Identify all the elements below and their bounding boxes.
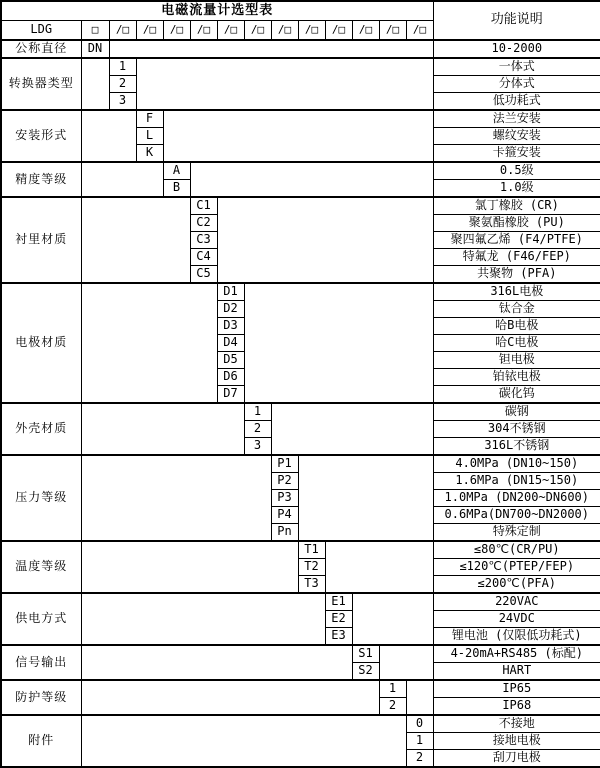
option-code: 2 [244, 421, 271, 438]
table-row [1, 197, 600, 215]
spacer-cell [163, 110, 433, 162]
option-description: 钽电极 [433, 352, 600, 369]
spacer-cell [81, 110, 136, 162]
category-label: 防护等级 [1, 680, 81, 715]
option-description: 4-20mA+RS485 (标配) [433, 645, 600, 663]
option-code: 2 [406, 750, 433, 768]
model-code-slot: /□ [217, 21, 244, 41]
option-code: P1 [271, 455, 298, 473]
option-code: F [136, 110, 163, 128]
category-label: 安装形式 [1, 110, 81, 162]
spacer-cell [81, 58, 109, 110]
category-label: 精度等级 [1, 162, 81, 197]
table-row [1, 715, 600, 733]
spacer-cell [244, 283, 433, 403]
spacer-cell [136, 58, 433, 110]
option-code: 1 [406, 733, 433, 750]
table-row [1, 283, 600, 301]
option-description: 钛合金 [433, 301, 600, 318]
option-code: 3 [244, 438, 271, 456]
option-code: 2 [109, 76, 136, 93]
option-description: 聚四氟乙烯 (F4/PTFE) [433, 232, 600, 249]
option-code: D5 [217, 352, 244, 369]
model-code-slot: /□ [379, 21, 406, 41]
option-description: 卡箍安装 [433, 145, 600, 163]
option-code: P3 [271, 490, 298, 507]
option-code: S2 [352, 663, 379, 681]
option-code: C5 [190, 266, 217, 284]
function-column-header: 功能说明 [433, 1, 600, 40]
option-description: 4.0MPa (DN10~150) [433, 455, 600, 473]
spacer-cell [298, 455, 433, 541]
option-code: 1 [109, 58, 136, 76]
option-code: K [136, 145, 163, 163]
table-row [1, 403, 600, 421]
option-description: 螺纹安装 [433, 128, 600, 145]
option-code: D3 [217, 318, 244, 335]
table-row [1, 593, 600, 611]
option-code: T3 [298, 576, 325, 594]
spacer-cell [81, 593, 325, 645]
option-code: D1 [217, 283, 244, 301]
category-label: 公称直径 [1, 40, 81, 58]
option-code: 0 [406, 715, 433, 733]
option-code: E2 [325, 611, 352, 628]
category-label: 衬里材质 [1, 197, 81, 283]
option-description: 特氟龙 (F46/FEP) [433, 249, 600, 266]
spacer-cell [109, 40, 433, 58]
option-description: 碳钢 [433, 403, 600, 421]
option-description: 哈B电极 [433, 318, 600, 335]
option-code: A [163, 162, 190, 180]
option-description: 法兰安装 [433, 110, 600, 128]
option-code: B [163, 180, 190, 198]
model-code-slot: /□ [163, 21, 190, 41]
option-description: 0.6MPa(DN700~DN2000) [433, 507, 600, 524]
option-code: C3 [190, 232, 217, 249]
table-title: 电磁流量计选型表 [1, 1, 433, 21]
table-row [1, 110, 600, 128]
model-prefix-label: LDG [1, 21, 81, 41]
spacer-cell [81, 645, 352, 680]
spacer-cell [81, 715, 406, 767]
model-code-slot: /□ [298, 21, 325, 41]
option-description: 碳化钨 [433, 386, 600, 404]
option-description: 哈C电极 [433, 335, 600, 352]
option-code: 3 [109, 93, 136, 111]
option-description: 低功耗式 [433, 93, 600, 111]
option-description: 1.0MPa (DN200~DN600) [433, 490, 600, 507]
spacer-cell [190, 162, 433, 197]
option-description: 1.6MPa (DN15~150) [433, 473, 600, 490]
table-row [1, 58, 600, 76]
option-description: 分体式 [433, 76, 600, 93]
category-label: 附件 [1, 715, 81, 767]
option-description: ≤120℃(PTEP/FEP) [433, 559, 600, 576]
option-code: E3 [325, 628, 352, 646]
table-row [1, 162, 600, 180]
table-row [1, 40, 600, 58]
option-code: Pn [271, 524, 298, 542]
spacer-cell [379, 645, 433, 680]
option-code: T2 [298, 559, 325, 576]
option-description: ≤200℃(PFA) [433, 576, 600, 594]
category-label: 转换器类型 [1, 58, 81, 110]
option-code: 2 [379, 698, 406, 716]
option-code: 1 [379, 680, 406, 698]
option-code: D4 [217, 335, 244, 352]
spacer-cell [81, 541, 298, 593]
model-code-slot: /□ [190, 21, 217, 41]
option-description: 1.0级 [433, 180, 600, 198]
option-description: 304不锈钢 [433, 421, 600, 438]
option-description: IP65 [433, 680, 600, 698]
option-code: E1 [325, 593, 352, 611]
spacer-cell [81, 455, 271, 541]
table-row [1, 541, 600, 559]
option-code: T1 [298, 541, 325, 559]
option-code: 1 [244, 403, 271, 421]
spacer-cell [81, 403, 244, 455]
option-code: C1 [190, 197, 217, 215]
option-description: 220VAC [433, 593, 600, 611]
option-code: D6 [217, 369, 244, 386]
option-description: 铂铱电极 [433, 369, 600, 386]
option-description: 接地电极 [433, 733, 600, 750]
category-label: 压力等级 [1, 455, 81, 541]
option-description: 一体式 [433, 58, 600, 76]
option-description: HART [433, 663, 600, 681]
option-description: 不接地 [433, 715, 600, 733]
table-row [1, 455, 600, 473]
option-description: 特殊定制 [433, 524, 600, 542]
option-code: L [136, 128, 163, 145]
spacer-cell [217, 197, 433, 283]
table-row [1, 1, 600, 21]
table-row [1, 645, 600, 663]
model-code-slot: /□ [325, 21, 352, 41]
option-code: C2 [190, 215, 217, 232]
option-description: 0.5级 [433, 162, 600, 180]
option-code: D2 [217, 301, 244, 318]
option-description: 24VDC [433, 611, 600, 628]
category-label: 电极材质 [1, 283, 81, 403]
model-code-slot: /□ [406, 21, 433, 41]
option-description: 316L不锈钢 [433, 438, 600, 456]
option-description: 氯丁橡胶 (CR) [433, 197, 600, 215]
spacer-cell [81, 283, 217, 403]
option-description: 10-2000 [433, 40, 600, 58]
model-code-slot: /□ [136, 21, 163, 41]
spacer-cell [81, 197, 190, 283]
table-row [1, 680, 600, 698]
option-code: S1 [352, 645, 379, 663]
spacer-cell [81, 162, 163, 197]
option-code: P4 [271, 507, 298, 524]
table-body [1, 1, 600, 767]
category-label: 信号输出 [1, 645, 81, 680]
model-code-slot: /□ [109, 21, 136, 41]
option-code: D7 [217, 386, 244, 404]
option-description: 刮刀电极 [433, 750, 600, 768]
spacer-cell [352, 593, 433, 645]
model-code-box: □ [81, 21, 109, 41]
option-code: P2 [271, 473, 298, 490]
category-label: 温度等级 [1, 541, 81, 593]
model-code-slot: /□ [244, 21, 271, 41]
spacer-cell [406, 680, 433, 715]
option-description: 锂电池 (仅限低功耗式) [433, 628, 600, 646]
spacer-cell [81, 680, 379, 715]
option-description: 共聚物 (PFA) [433, 266, 600, 284]
spacer-cell [271, 403, 433, 455]
model-code-slot: /□ [271, 21, 298, 41]
category-label: 外壳材质 [1, 403, 81, 455]
spacer-cell [325, 541, 433, 593]
option-description: 316L电极 [433, 283, 600, 301]
option-code: C4 [190, 249, 217, 266]
option-description: IP68 [433, 698, 600, 716]
option-code: DN [81, 40, 109, 58]
option-description: 聚氨酯橡胶 (PU) [433, 215, 600, 232]
model-code-slot: /□ [352, 21, 379, 41]
category-label: 供电方式 [1, 593, 81, 645]
option-description: ≤80℃(CR/PU) [433, 541, 600, 559]
